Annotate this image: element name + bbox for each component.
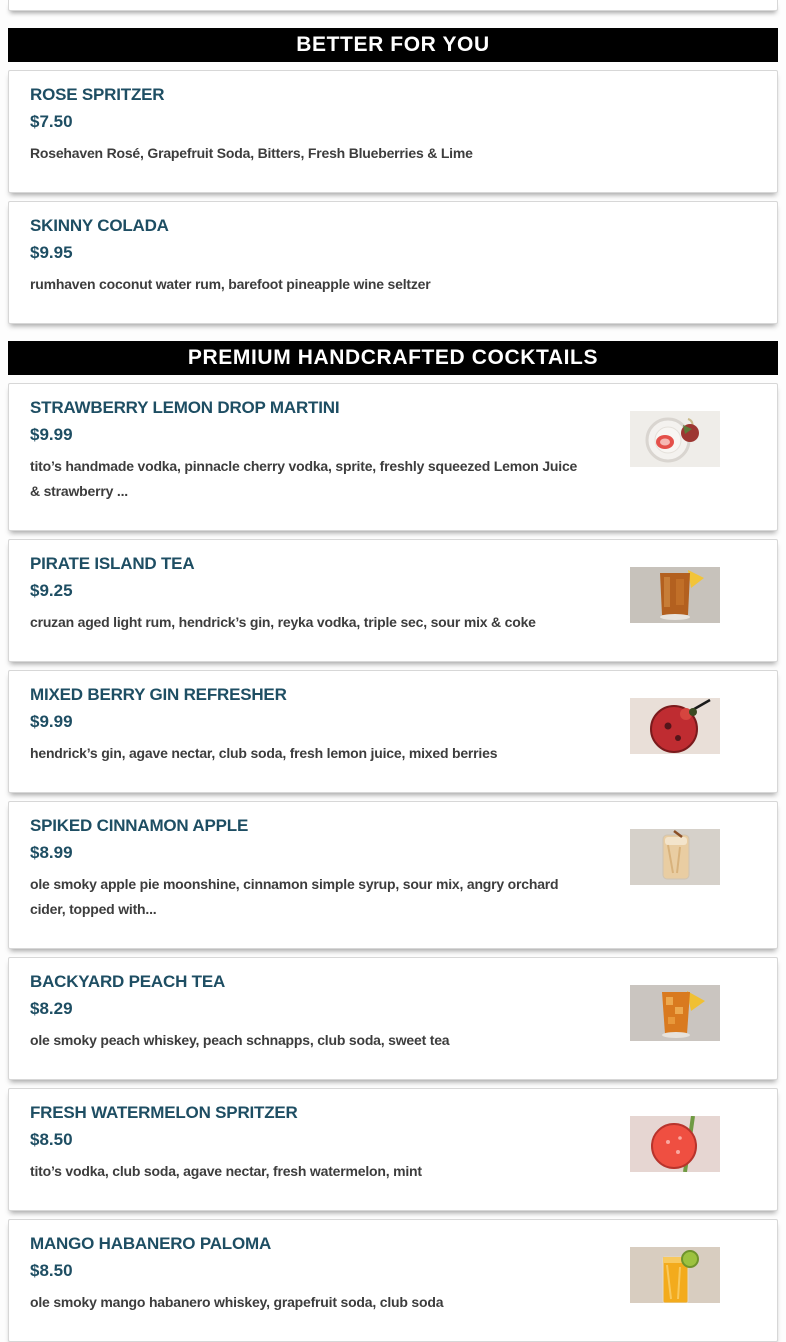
berry-gin-photo: [630, 698, 720, 754]
menu-item-card[interactable]: [8, 957, 778, 1080]
section-header-bar: [8, 28, 778, 62]
menu-item-name: SKINNY COLADA: [30, 216, 169, 235]
section-header-label: PREMIUM HANDCRAFTED COCKTAILS: [187, 346, 599, 369]
menu-item-price: $8.50: [30, 1130, 73, 1149]
menu-item-text: [22, 553, 630, 635]
menu-item-card[interactable]: [8, 1219, 778, 1342]
menu-item-name: MANGO HABANERO PALOMA: [30, 1234, 272, 1253]
menu-item-description: Rosehaven Rosé, Grapefruit Soda, Bitters, Fresh Blueberries & Lime: [30, 145, 473, 161]
mango-paloma-photo: [630, 1247, 720, 1303]
menu-item-name: FRESH WATERMELON SPRITZER: [30, 1103, 298, 1122]
watermelon-spritzer-photo: [630, 1116, 720, 1172]
cinnamon-apple-photo: [630, 829, 720, 885]
section-header-bar: [8, 341, 778, 375]
menu-item-description: ole smoky apple pie moonshine, cinnamon simple syrup, sour mix, angry orchard cider, topped with...: [30, 876, 559, 917]
menu-item-card[interactable]: [8, 1088, 778, 1211]
menu-item-text: [22, 84, 763, 166]
menu-item-description: ole smoky mango habanero whiskey, grapefruit soda, club soda: [30, 1294, 444, 1310]
menu-item-text: [22, 397, 630, 504]
menu-sections: [8, 28, 778, 1342]
menu-item-description: cruzan aged light rum, hendrick’s gin, reyka vodka, triple sec, sour mix & coke: [30, 614, 536, 630]
menu-item-description: tito’s handmade vodka, pinnacle cherry vodka, sprite, freshly squeezed Lemon Juice & strawberry ...: [30, 458, 578, 499]
previous-card-fragment: [8, 0, 778, 11]
menu-item-price: $8.29: [30, 999, 73, 1018]
menu-item-card[interactable]: [8, 70, 778, 193]
menu-item-name: PIRATE ISLAND TEA: [30, 554, 195, 573]
menu-item-card[interactable]: [8, 383, 778, 531]
strawberry-martini-photo: [630, 411, 720, 467]
menu-item-text: [22, 1233, 630, 1315]
menu-item-card[interactable]: [8, 201, 778, 324]
menu-item-text: [22, 1102, 630, 1184]
menu-item-description: hendrick’s gin, agave nectar, club soda, fresh lemon juice, mixed berries: [30, 745, 498, 761]
menu-item-price: $9.99: [30, 425, 73, 444]
menu-item-card[interactable]: [8, 539, 778, 662]
menu-item-description: tito’s vodka, club soda, agave nectar, fresh watermelon, mint: [30, 1163, 422, 1179]
menu-item-name: STRAWBERRY LEMON DROP MARTINI: [30, 398, 340, 417]
section-items: [8, 70, 778, 324]
menu-item-text: [22, 684, 630, 766]
menu-item-text: [22, 215, 763, 297]
menu-item-name: ROSE SPRITZER: [30, 85, 165, 104]
menu-item-description: ole smoky peach whiskey, peach schnapps, club soda, sweet tea: [30, 1032, 450, 1048]
menu-item-price: $9.99: [30, 712, 73, 731]
menu-item-card[interactable]: [8, 801, 778, 949]
menu-item-text: [22, 971, 630, 1053]
menu-item-price: $9.25: [30, 581, 73, 600]
iced-tea-lemon-photo: [630, 567, 720, 623]
section-items: [8, 383, 778, 1342]
menu-item-text: [22, 815, 630, 922]
menu-item-price: $8.99: [30, 843, 73, 862]
menu-item-price: $8.50: [30, 1261, 73, 1280]
menu-content: [8, 0, 778, 1342]
menu-section: [8, 341, 778, 1342]
menu-item-name: MIXED BERRY GIN REFRESHER: [30, 685, 287, 704]
menu-item-card[interactable]: [8, 670, 778, 793]
menu-item-price: $9.95: [30, 243, 73, 262]
menu-item-name: BACKYARD PEACH TEA: [30, 972, 226, 991]
section-header-label: BETTER FOR YOU: [296, 33, 490, 56]
menu-item-name: SPIKED CINNAMON APPLE: [30, 816, 249, 835]
menu-item-price: $7.50: [30, 112, 73, 131]
menu-item-description: rumhaven coconut water rum, barefoot pineapple wine seltzer: [30, 276, 431, 292]
peach-tea-photo: [630, 985, 720, 1041]
menu-section: [8, 28, 778, 324]
